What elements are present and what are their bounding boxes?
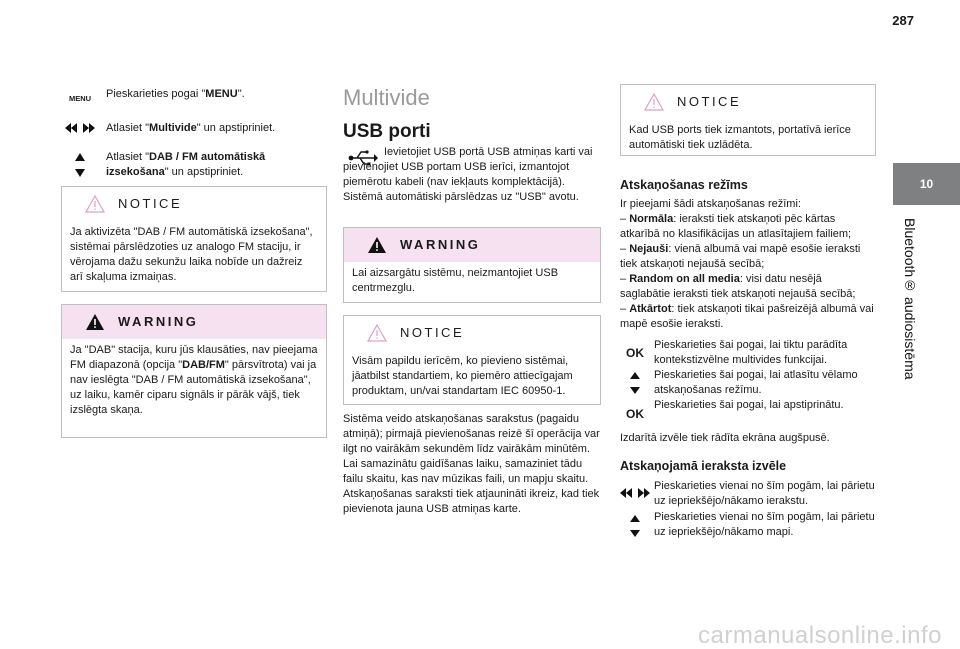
watermark: carmanualsonline.info <box>698 622 942 649</box>
notice-text: Visām papildu ierīcēm, ko pievieno sistēmai, jāatbilst standartiem, ko piemēro attiecīgajam produktam, un/vai standartam IEC 60950-1. <box>352 355 573 397</box>
after-steps-text: Izdarītā izvēle tiek rādīta ekrāna augšpusē. <box>620 432 830 444</box>
list-item: – Atkārtot: tiek atskaņoti tikai pašreizējā albumā vai mapē esošie ieraksti. <box>620 303 874 330</box>
up-down-arrows-icon <box>620 515 650 542</box>
usb-paragraph: Ievietojiet USB portā USB atmiņas karti vai pievienojiet USB portam USB ierīci, izmantojot piemērotu kabeli (nav iekļauts komplektācijā). Sistēmā automātiski pārslēdzas uz "USB" avotu. <box>343 146 593 203</box>
ok-icon: OK <box>626 407 644 421</box>
warning-text: Lai aizsargātu sistēmu, neizmantojiet USB centrmezglu. <box>352 267 559 294</box>
notice-title: NOTICE <box>677 94 742 109</box>
notice-icon <box>367 324 387 342</box>
warning-icon <box>85 313 105 331</box>
select-title: Atskaņojamā ieraksta izvēle <box>620 459 787 473</box>
step-menu <box>61 87 327 107</box>
chapter-tab <box>893 163 960 205</box>
subsection-title: USB porti <box>343 121 431 142</box>
page-number: 287 <box>892 13 914 28</box>
notice-box <box>343 315 601 405</box>
ok-icon: OK <box>626 346 644 360</box>
notice-box <box>620 84 876 156</box>
playlist-paragraph: Sistēma veido atskaņošanas sarakstus (pagaidu atmiņā); pirmajā pievienošanas reizē šī operācija var ilgt no vairākām sekundēm līdz vairākām minūtēm. Lai samazinātu gaidīšanas laiku, samaziniet tādu failu skaitu, kas nav mūzikas faili, un mapju skaitu. Atskaņošanas saraksti tiek atjaunināti ikreiz, kad tiek pievienota jauna USB atmiņas karte. <box>343 413 600 515</box>
chapter-title: Bluetooth® audiosistēma <box>902 218 918 380</box>
list-item: – Nejauši: vienā albumā vai mapē esošie ieraksti tiek atskaņoti nejaušā secībā; <box>620 243 861 270</box>
chapter-number: 10 <box>919 177 934 191</box>
modes-list: Ir pieejami šādi atskaņošanas režīmi: – Normāla: ieraksti tiek atskaņoti pēc kārtas atkarībā no klasifikācijas un atlasītajiem failiem; – Nejauši: vienā albumā vai mapē esošie ieraksti tiek atskaņoti nejaušā secībā; – Random on all media: visi datu nesējā saglabātie ieraksti tiek atskaņoti nejaušā secībā; – Atkārtot: tiek atskaņoti tikai pašreizējā albumā vai mapē esošie ieraksti. <box>620 198 874 330</box>
notice-title: NOTICE <box>400 325 465 340</box>
notice-text: Ja aktivizēta "DAB / FM automātiskā izsekošana", sistēmai pārslēdzoties uz analogo FM staciju, ir vērojama dažu sekunžu laika nobīde un dažreiz arī skaļuma izmaiņas. <box>70 226 313 283</box>
warning-title: WARNING <box>400 237 481 252</box>
section-title: Multivide <box>343 85 430 110</box>
step-track: Pieskarieties vienai no šīm pogām, lai pārietu uz iepriekšējo/nākamo ierakstu. <box>620 479 876 509</box>
notice-box <box>61 186 327 292</box>
warning-box <box>343 227 601 303</box>
step-select-mode: Pieskarieties šai pogai, lai atlasītu vēlamo atskaņošanas režīmu. <box>620 368 876 398</box>
notice-title: NOTICE <box>118 196 183 211</box>
warning-icon <box>367 236 387 254</box>
step-folder: Pieskarieties vienai no šīm pogām, lai pārietu uz iepriekšējo/nākamo mapi. <box>620 510 876 540</box>
left-right-arrows-icon <box>620 488 650 503</box>
up-down-arrows-icon <box>620 372 650 399</box>
step-text: Atlasiet "Multivide" un apstipriniet. <box>106 122 276 134</box>
step-multivide <box>61 121 327 141</box>
step-confirm: OK Pieskarieties šai pogai, lai apstiprinātu. <box>620 398 876 420</box>
step-ok-menu: OK Pieskarieties šai pogai, lai tiktu parādīta kontekstizvēlne multivides funkcijai. <box>620 338 876 368</box>
notice-icon <box>644 93 664 111</box>
warning-box <box>61 304 327 438</box>
step-text: Pieskarieties pogai "MENU". <box>106 88 245 100</box>
notice-icon <box>85 195 105 213</box>
left-right-arrows-icon <box>61 123 99 138</box>
modes-title: Atskaņošanas režīms <box>620 178 748 192</box>
up-down-arrows-icon <box>61 153 99 182</box>
list-item: – Normāla: ieraksti tiek atskaņoti pēc kārtas atkarībā no klasifikācijas un atlasītajiem failiem; <box>620 213 852 240</box>
warning-text: Ja "DAB" stacija, kuru jūs klausāties, nav pieejama FM diapazonā (opcija "DAB/FM" pārsvītrota) vai ja nav ieslēgta "DAB / FM automātiskā izsekošana", uz laiku, kamēr ciparu signāls ir pārāk vājš, tiek izslēgta skaņa. <box>70 344 318 416</box>
notice-text: Kad USB ports tiek izmantots, portatīvā ierīce automātiski tiek uzlādēta. <box>629 124 851 151</box>
list-item: – Random on all media: visi datu nesējā saglabātie ieraksti tiek atskaņoti nejaušā secībā; <box>620 273 856 300</box>
menu-icon: MENU <box>68 94 92 103</box>
step-dab <box>61 150 327 182</box>
step-text: Atlasiet "DAB / FM automātiskā izsekošana" un apstipriniet. <box>106 151 266 178</box>
warning-title: WARNING <box>118 314 199 329</box>
